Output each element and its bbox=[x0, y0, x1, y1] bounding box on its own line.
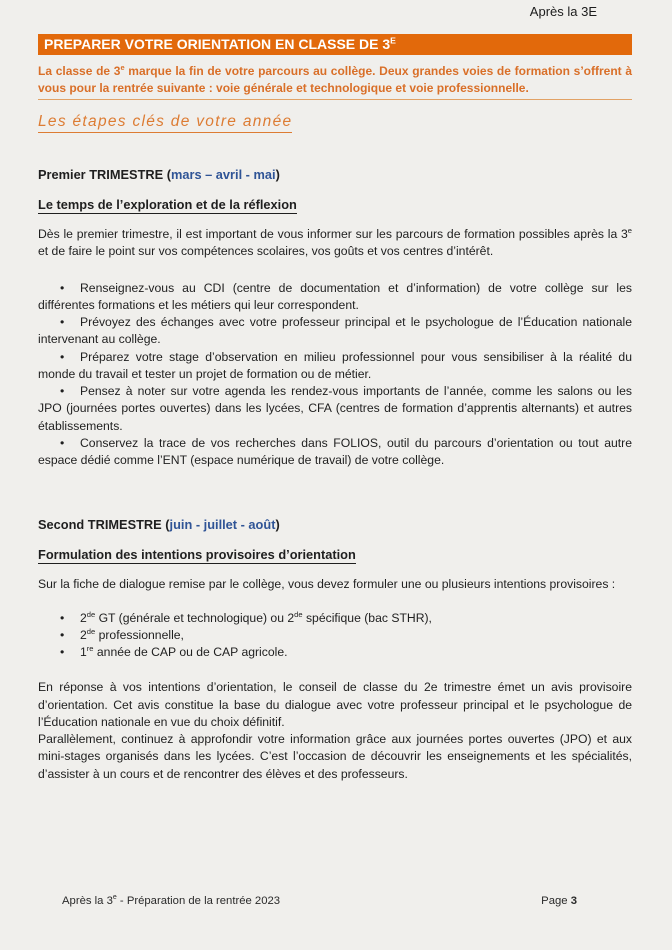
footer-page-number: 3 bbox=[570, 895, 577, 907]
list-item-text: Pensez à noter sur votre agenda les rendez-vous importants de l’année, comme les salons ou les JPO (journées portes ouvertes) dans les lycées, CFA (centres de formation d’apprentis alternants) et autres établissements. bbox=[38, 384, 632, 433]
list-item bbox=[38, 610, 632, 627]
bullet-icon: • bbox=[60, 280, 65, 295]
list-item-text: Préparez votre stage d’observation en milieu professionnel pour vous sensibiliser à la réalité du monde du travail et tester un projet de formation ou de métier. bbox=[38, 349, 632, 381]
trimester2-paragraph3: Parallèlement, continuez à approfondir votre information grâce aux journées portes ouvertes (JPO) et aux mini-stages organisés dans les lycées. C’est l’occasion de découvrir les enseignements et les spécialités, d’assister à un cours et de rencontrer des élèves et des professeurs. bbox=[38, 732, 632, 781]
list-item bbox=[38, 383, 632, 435]
list-item bbox=[38, 627, 632, 644]
trimester1-subtitle bbox=[38, 196, 632, 213]
page-footer bbox=[62, 895, 577, 907]
divider-line bbox=[38, 99, 632, 100]
bullet-icon: • bbox=[60, 610, 65, 625]
list-item-text: 2de professionnelle, bbox=[80, 626, 184, 642]
bullet-icon: • bbox=[60, 627, 65, 642]
intro-paragraph: La classe de 3e marque la fin de votre parcours au collège. Deux grandes voies de formation s’offrent à vous pour la rentrée suivante : voie générale et technologique et voie professionnelle. bbox=[38, 63, 632, 95]
trimester2-bullet-list bbox=[38, 610, 632, 662]
trimester1-bullet-list bbox=[38, 280, 632, 470]
list-item bbox=[38, 314, 632, 349]
trimester2-subtitle bbox=[38, 546, 632, 563]
section-heading bbox=[38, 112, 632, 132]
list-item-text: Renseignez-vous au CDI (centre de documentation et d’information) de votre collège sur les différentes formations et les métiers qui leur correspondent. bbox=[38, 280, 632, 312]
list-item bbox=[38, 280, 632, 315]
trimester2-subtitle-text: Formulation des intentions provisoires d’orientation bbox=[38, 547, 356, 563]
footer-document-title: Après la 3e - Préparation de la rentrée 2023 bbox=[62, 894, 281, 907]
footer-page-indicator bbox=[541, 895, 577, 907]
bullet-icon: • bbox=[60, 435, 65, 450]
title-banner-text: PREPARER VOTRE ORIENTATION EN CLASSE DE $3^E$ bbox=[44, 35, 396, 52]
bullet-icon: • bbox=[60, 645, 65, 659]
trimester1-title: Premier TRIMESTRE (mars – avril - mai) bbox=[38, 167, 280, 182]
footer-page-label: Page bbox=[541, 895, 568, 907]
list-item-text: Prévoyez des échanges avec votre professeur principal et le psychologue de l’Éducation nationale intervenant au collège. bbox=[38, 315, 632, 347]
list-item-text: 2de GT (générale et technologique) ou 2de spécifique (bac STHR), bbox=[80, 609, 432, 625]
section-heading-text: Les étapes clés de votre année bbox=[38, 113, 292, 133]
bullet-icon: • bbox=[60, 384, 65, 398]
title-banner bbox=[38, 34, 632, 55]
bullet-icon: • bbox=[60, 349, 65, 364]
list-item bbox=[38, 644, 632, 661]
list-item-text: 1re année de CAP ou de CAP agricole. bbox=[80, 643, 288, 659]
trimester1-paragraph: Dès le premier trimestre, il est important de vous informer sur les parcours de formation possibles après la 3e et de faire le point sur vos compétences scolaires, vos goûts et vos centres d’intérêt. bbox=[38, 225, 632, 259]
trimester2-paragraph1: Sur la fiche de dialogue remise par le collège, vous devez formuler une ou plusieurs intentions provisoires : bbox=[38, 577, 616, 592]
trimester2-paragraph2: En réponse à vos intentions d’orientation, le conseil de classe du 2e trimestre émet un avis provisoire d’orientation. Cet avis constitue la base du dialogue avec votre professeur principal et le psychologue de l’Éducation nationale en vue du choix définitif. bbox=[38, 680, 632, 729]
list-item bbox=[38, 435, 632, 470]
page-content bbox=[0, 4, 672, 783]
trimester1-subtitle-text: Le temps de l’exploration et de la réflexion bbox=[38, 197, 297, 212]
bullet-icon: • bbox=[60, 315, 65, 329]
running-header-label: Après la 3E bbox=[529, 4, 597, 19]
list-item-text: Conservez la trace de vos recherches dans FOLIOS, outil du parcours d’orientation ou tout autre espace dédié comme l’ENT (espace numérique de travail) de votre collège. bbox=[38, 435, 632, 467]
list-item bbox=[38, 349, 632, 384]
trimester2-title: Second TRIMESTRE (juin - juillet - août) bbox=[38, 517, 280, 533]
